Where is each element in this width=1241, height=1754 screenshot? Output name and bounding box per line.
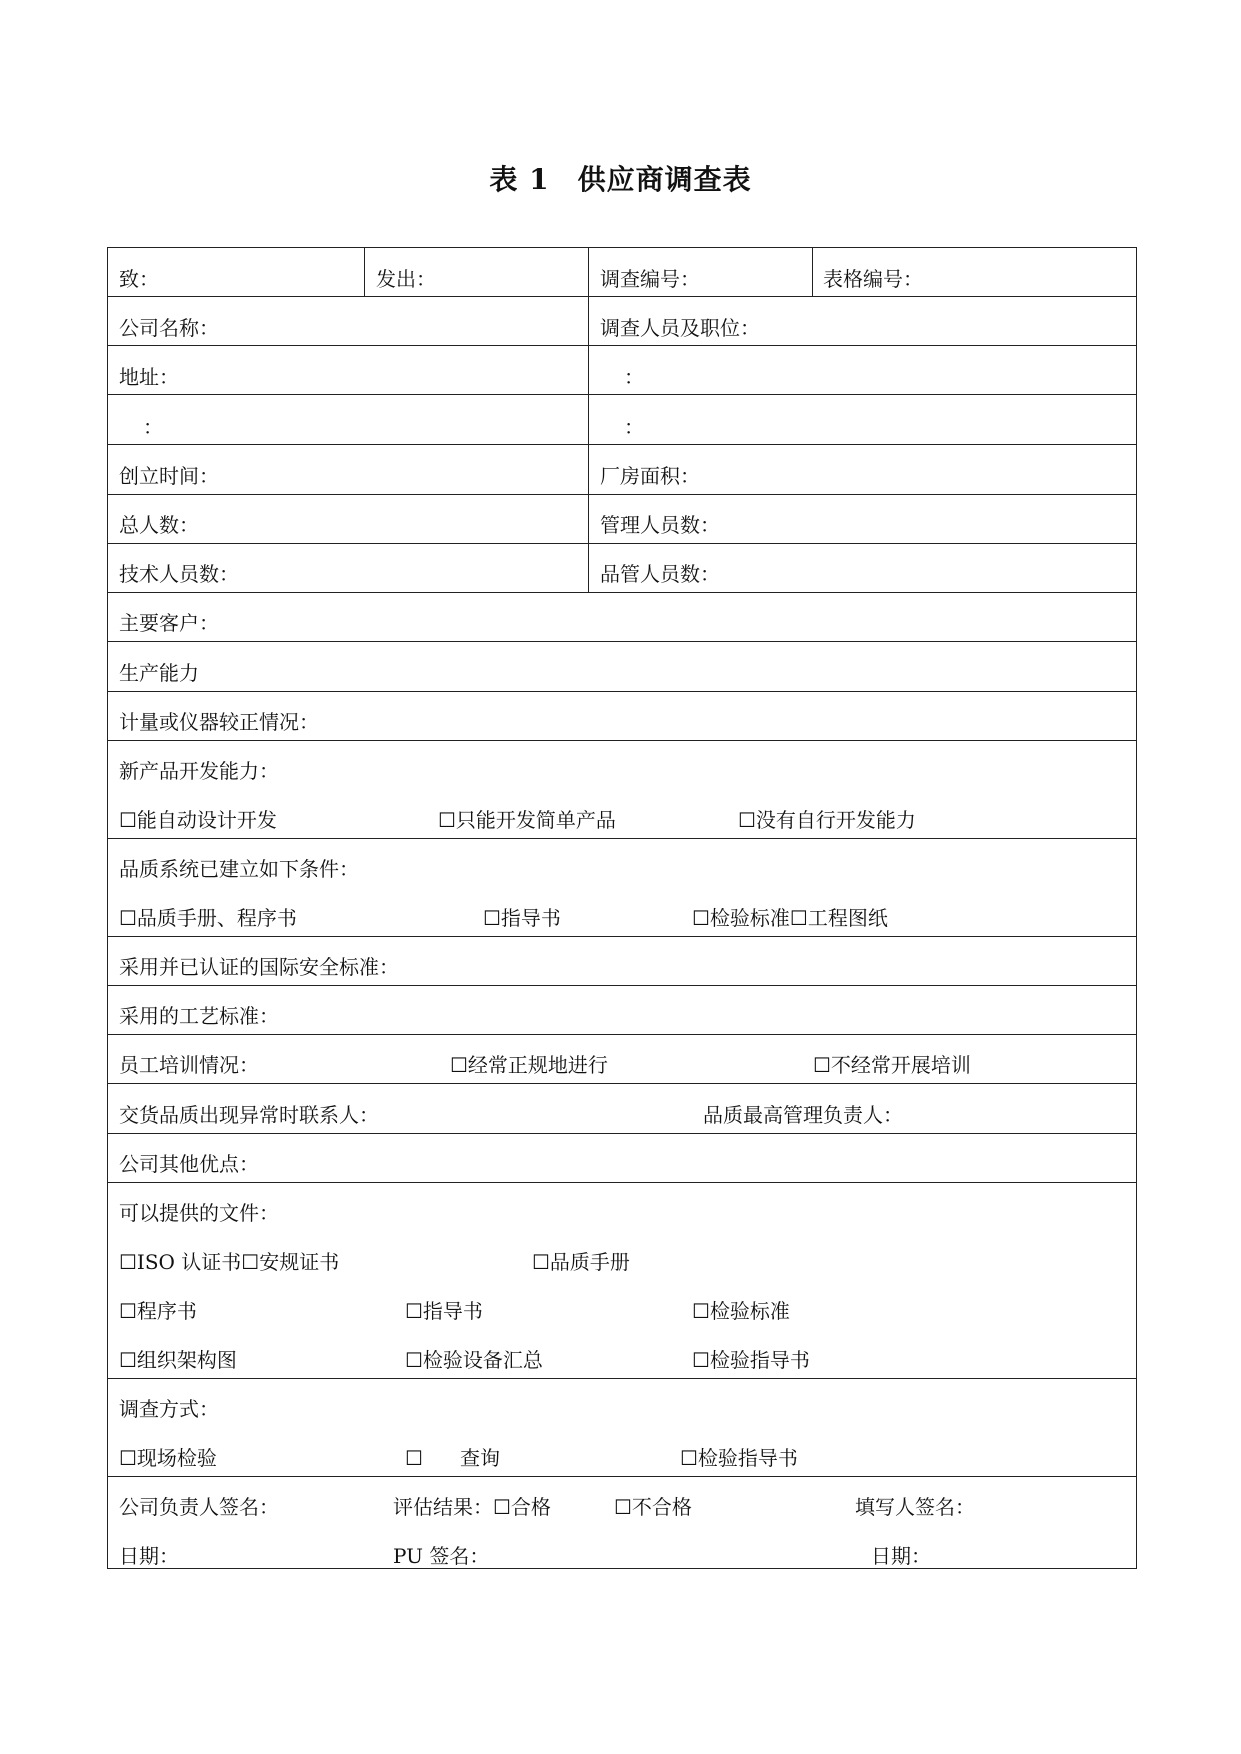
blank-colon-label: ： bbox=[143, 415, 163, 439]
from-label: 发出： bbox=[376, 267, 436, 291]
delivery-contact-label: 交货品质出现异常时联系人： bbox=[119, 1103, 379, 1127]
inquiry-label: 查询 bbox=[460, 1446, 500, 1470]
row-divider bbox=[107, 1378, 1137, 1379]
checkbox-inspection-standard[interactable]: ☐检验标准☐工程图纸 bbox=[692, 906, 888, 930]
date-label: 日期： bbox=[119, 1544, 179, 1568]
technical-staff-label: 技术人员数： bbox=[119, 562, 239, 586]
capacity-label: 生产能力 bbox=[119, 661, 199, 685]
founded-label: 创立时间： bbox=[119, 464, 219, 488]
page-title bbox=[0, 158, 1241, 198]
form-number-label: 表格编号： bbox=[823, 267, 923, 291]
blank-colon-label: ： bbox=[624, 415, 644, 439]
row-divider bbox=[107, 494, 1137, 495]
row-divider bbox=[107, 1182, 1137, 1183]
checkbox-quality-manual-doc[interactable]: ☐品质手册 bbox=[532, 1250, 630, 1274]
pu-signature-label: PU 签名： bbox=[393, 1544, 490, 1568]
date-label: 日期： bbox=[871, 1544, 931, 1568]
checkbox-quality-manual[interactable]: ☐品质手册、程序书 bbox=[119, 906, 297, 930]
other-advantages-label: 公司其他优点： bbox=[119, 1152, 259, 1176]
survey-method-label: 调查方式： bbox=[119, 1397, 219, 1421]
row-divider bbox=[107, 691, 1137, 692]
row-divider bbox=[107, 936, 1137, 937]
checkbox-regular-training[interactable]: ☐经常正规地进行 bbox=[450, 1053, 608, 1077]
process-standard-label: 采用的工艺标准： bbox=[119, 1004, 279, 1028]
checkbox-simple-products[interactable]: ☐只能开发简单产品 bbox=[438, 808, 616, 832]
quality-system-label: 品质系统已建立如下条件： bbox=[119, 857, 359, 881]
column-divider bbox=[812, 247, 813, 296]
checkbox-auto-design[interactable]: ☐能自动设计开发 bbox=[119, 808, 277, 832]
checkbox-onsite-inspection[interactable]: ☐现场检验 bbox=[119, 1446, 217, 1470]
row-divider bbox=[107, 641, 1137, 642]
row-divider bbox=[107, 444, 1137, 445]
filler-signature-label: 填写人签名： bbox=[855, 1495, 975, 1519]
column-divider bbox=[588, 247, 589, 592]
checkbox-guide[interactable]: ☐指导书 bbox=[405, 1299, 483, 1323]
row-divider bbox=[107, 1133, 1137, 1134]
column-divider bbox=[364, 247, 365, 296]
row-divider bbox=[107, 394, 1137, 395]
checkbox-equipment-summary[interactable]: ☐检验设备汇总 bbox=[405, 1348, 543, 1372]
training-label: 员工培训情况： bbox=[119, 1053, 259, 1077]
row-divider bbox=[107, 985, 1137, 986]
quality-head-label: 品质最高管理负责人： bbox=[703, 1103, 903, 1127]
row-divider bbox=[107, 1476, 1137, 1477]
total-staff-label: 总人数： bbox=[119, 513, 199, 537]
checkbox-no-development[interactable]: ☐没有自行开发能力 bbox=[738, 808, 916, 832]
checkbox-inspection-standard-doc[interactable]: ☐检验标准 bbox=[692, 1299, 790, 1323]
company-head-signature-label: 公司负责人签名： bbox=[119, 1495, 279, 1519]
investigator-label: 调查人员及职位： bbox=[600, 316, 760, 340]
checkbox-org-chart[interactable]: ☐组织架构图 bbox=[119, 1348, 237, 1372]
row-divider bbox=[107, 345, 1137, 346]
evaluation-result-pass[interactable]: 评估结果：☐合格 bbox=[393, 1495, 551, 1519]
safety-standard-label: 采用并已认证的国际安全标准： bbox=[119, 955, 399, 979]
evaluation-result-fail[interactable]: ☐不合格 bbox=[614, 1495, 692, 1519]
documents-label: 可以提供的文件： bbox=[119, 1201, 279, 1225]
title-number: 表 1 bbox=[489, 163, 550, 196]
blank-colon-label: ： bbox=[624, 365, 644, 389]
checkbox-instructions[interactable]: ☐指导书 bbox=[483, 906, 561, 930]
row-divider bbox=[107, 1083, 1137, 1084]
checkbox-iso-certificate[interactable]: ☐ISO 认证书☐安规证书 bbox=[119, 1250, 340, 1274]
row-divider bbox=[107, 740, 1137, 741]
checkbox-procedures[interactable]: ☐程序书 bbox=[119, 1299, 197, 1323]
calibration-label: 计量或仪器较正情况： bbox=[119, 710, 319, 734]
row-divider bbox=[107, 592, 1137, 593]
to-label: 致： bbox=[119, 267, 159, 291]
row-divider bbox=[107, 1034, 1137, 1035]
row-divider bbox=[107, 543, 1137, 544]
title-text: 供应商调查表 bbox=[577, 163, 752, 196]
qc-staff-label: 品管人员数： bbox=[600, 562, 720, 586]
address-label: 地址： bbox=[119, 365, 179, 389]
plant-area-label: 厂房面积： bbox=[600, 464, 700, 488]
new-product-label: 新产品开发能力： bbox=[119, 759, 279, 783]
survey-number-label: 调查编号： bbox=[600, 267, 700, 291]
row-divider bbox=[107, 296, 1137, 297]
checkbox-inspection-instructions[interactable]: ☐检验指导书 bbox=[692, 1348, 810, 1372]
main-customers-label: 主要客户： bbox=[119, 611, 219, 635]
management-staff-label: 管理人员数： bbox=[600, 513, 720, 537]
checkbox-inspection-guide[interactable]: ☐检验指导书 bbox=[680, 1446, 798, 1470]
company-name-label: 公司名称： bbox=[119, 316, 219, 340]
checkbox-inquiry[interactable]: ☐ bbox=[405, 1446, 423, 1470]
checkbox-irregular-training[interactable]: ☐不经常开展培训 bbox=[813, 1053, 971, 1077]
row-divider bbox=[107, 838, 1137, 839]
